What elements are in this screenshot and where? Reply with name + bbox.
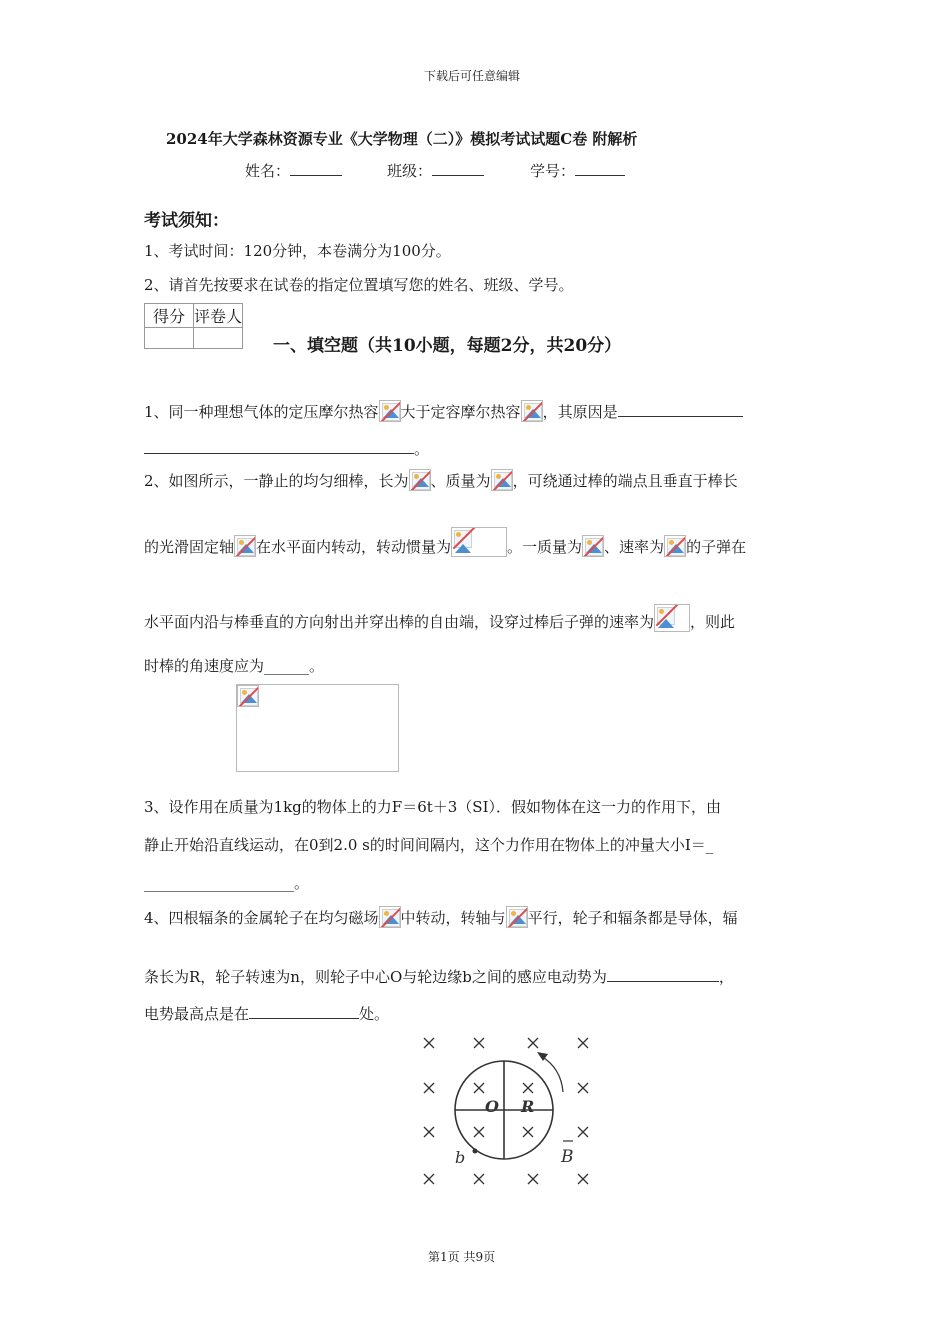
formula-image-icon [379,400,401,422]
label-r: R [521,1097,535,1116]
formula-image-icon [409,469,431,491]
instruction-item: 1、考试时间：120分钟，本卷满分为100分。 [144,242,451,260]
question-1-line-2: 。 [144,438,429,459]
question-2-line-1: 2、如图所示，一静止的均匀细棒，长为 、质量为 ，可绕通过棒的端点且垂直于棒长 [144,469,738,491]
formula-image-icon [521,400,543,422]
question-1-line-1: 1、同一种理想气体的定压摩尔热容 大于定容摩尔热容 ，其原因是 [144,400,743,422]
page-title: 2024年大学森林资源专业《大学物理（二）》模拟考试试题C卷 附解析 [166,130,638,148]
grader-cell [194,328,243,349]
formula-image-icon [664,535,686,557]
page-number: 第1页 共9页 [428,1250,496,1264]
score-cell [145,328,194,349]
label-o: O [485,1097,499,1116]
formula-image-icon [379,906,401,928]
section-title: 一、填空题（共10小题，每题2分，共20分） [273,336,622,356]
grader-header: 评卷人 [194,304,243,328]
label-b: b [455,1148,466,1167]
formula-image-icon [451,527,507,557]
wheel-in-magnetic-field-diagram [405,1030,605,1190]
formula-image-icon [506,906,528,928]
score-header: 得分 [145,304,194,328]
student-id-field: 学号： [530,160,625,181]
question-4-line-1: 4、四根辐条的金属轮子在均匀磁场 中转动，转轴与 平行，轮子和辐条都是导体，辐 [144,906,738,928]
header-note: 下载后可任意编辑 [424,69,521,83]
instructions-heading: 考试须知： [144,211,229,231]
name-field: 姓名： [245,160,342,181]
question-3-line-1: 3、设作用在质量为1kg的物体上的力F＝6t＋3（SI）．假如物体在这一力的作用下，由 [144,798,722,816]
question-2-figure-placeholder [236,684,399,772]
rotation-arrow [541,1056,563,1092]
question-2-line-4: 时棒的角速度应为______。 [144,657,325,675]
class-field: 班级： [387,160,484,181]
question-2-line-2: 的光滑固定轴 在水平面内转动，转动惯量为 。一质量为 、速率为 的子弹在 [144,527,746,557]
formula-image-icon [491,469,513,491]
question-4-line-3: 电势最高点是在 处。 [144,1005,390,1023]
point-b-marker [473,1149,478,1154]
broken-image-icon [237,685,259,707]
score-table [144,303,243,349]
formula-image-icon [582,535,604,557]
formula-image-icon [234,535,256,557]
formula-image-icon [654,604,690,632]
question-4-line-2: 条长为R，轮子转速为n，则轮子中心O与轮边缘b之间的感应电动势为 ， [144,968,734,986]
label-field-b: B [561,1147,574,1167]
instruction-item: 2、请首先按要求在试卷的指定位置填写您的姓名、班级、学号。 [144,276,574,294]
question-2-line-3: 水平面内沿与棒垂直的方向射出并穿出棒的自由端，设穿过棒后子弹的速率为 ，则此 [144,604,735,632]
question-3-line-3: ____________________。 [144,874,310,892]
question-3-line-2: 静止开始沿直线运动，在0到2.0 s的时间间隔内，这个力作用在物体上的冲量大小I＝_ [144,836,714,854]
